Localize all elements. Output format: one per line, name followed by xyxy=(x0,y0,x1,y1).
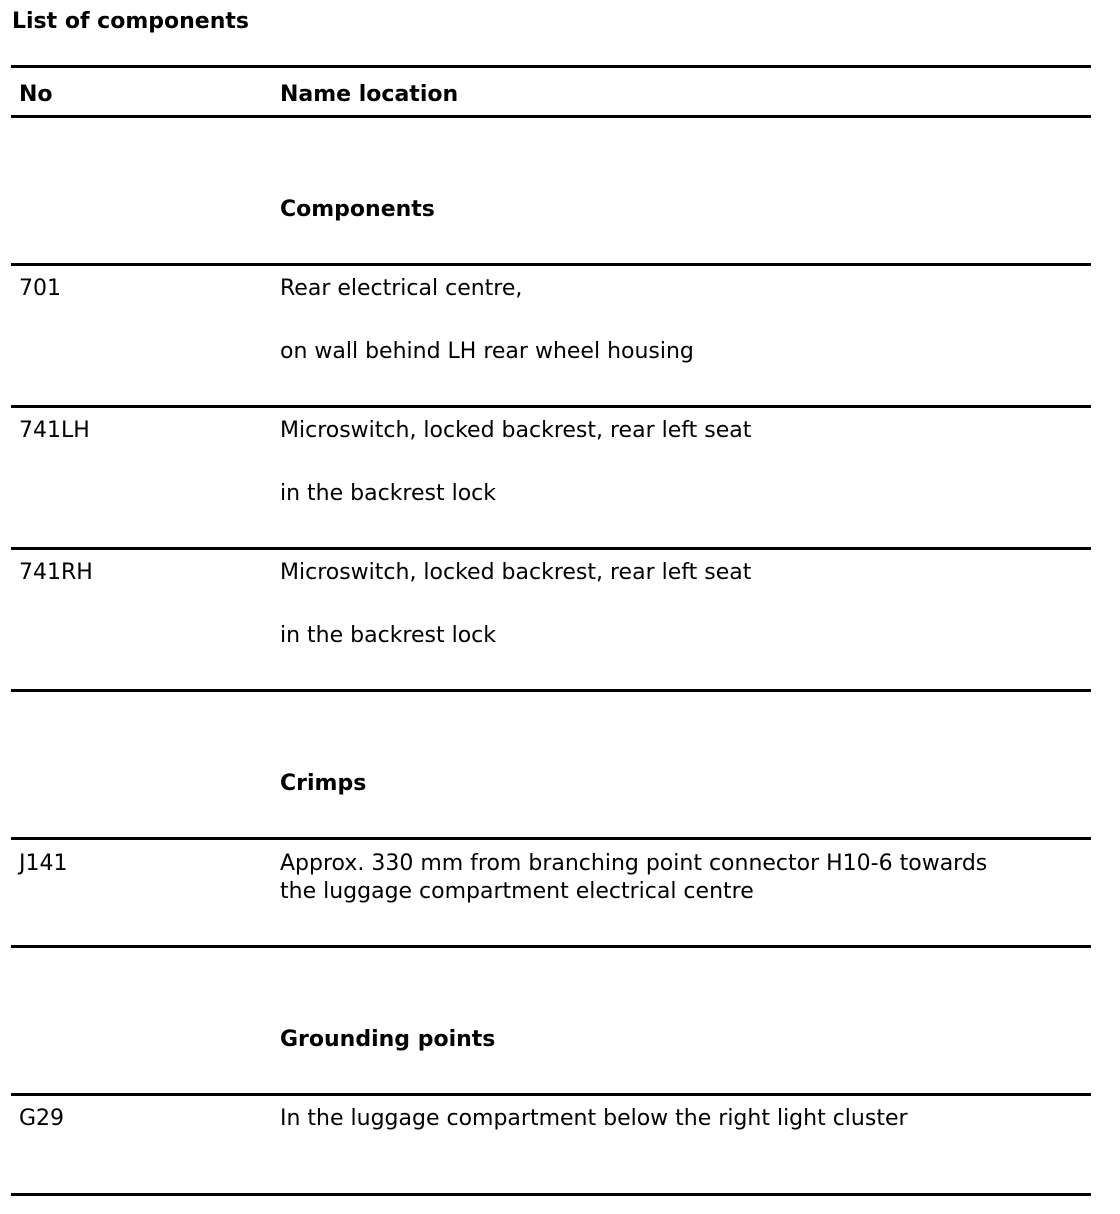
row-rule xyxy=(11,405,1091,408)
row-name-line1: Approx. 330 mm from branching point connector H10-6 towards xyxy=(280,851,988,876)
section-end-rule xyxy=(11,689,1091,692)
row-no: 741RH xyxy=(19,560,93,585)
row-no: G29 xyxy=(19,1106,65,1131)
row-location-line2: the luggage compartment electrical centre xyxy=(280,879,754,904)
row-rule xyxy=(11,263,1091,266)
row-location-line2: in the backrest lock xyxy=(280,481,497,506)
row-name-line1: Rear electrical centre, xyxy=(280,276,523,301)
section-heading-components: Components xyxy=(280,197,435,222)
row-rule xyxy=(11,837,1091,840)
row-rule xyxy=(11,547,1091,550)
row-location-line2: on wall behind LH rear wheel housing xyxy=(280,339,694,364)
section-end-rule xyxy=(11,945,1091,948)
section-heading-grounding-points: Grounding points xyxy=(280,1027,496,1052)
page-title: List of components xyxy=(12,9,249,34)
section-heading-crimps: Crimps xyxy=(280,771,367,796)
row-no: 701 xyxy=(19,276,61,301)
row-no: J141 xyxy=(19,851,68,876)
row-name-line1: In the luggage compartment below the right light cluster xyxy=(280,1106,908,1131)
header-bottom-rule xyxy=(11,115,1091,118)
row-rule xyxy=(11,1093,1091,1096)
table-top-rule xyxy=(11,65,1091,68)
column-header-no: No xyxy=(19,82,53,107)
row-name-line1: Microswitch, locked backrest, rear left seat xyxy=(280,560,752,585)
row-no: 741LH xyxy=(19,418,90,443)
column-header-name-location: Name location xyxy=(280,82,459,107)
row-name-line1: Microswitch, locked backrest, rear left seat xyxy=(280,418,752,443)
row-location-line2: in the backrest lock xyxy=(280,623,497,648)
table-bottom-rule xyxy=(11,1193,1091,1196)
